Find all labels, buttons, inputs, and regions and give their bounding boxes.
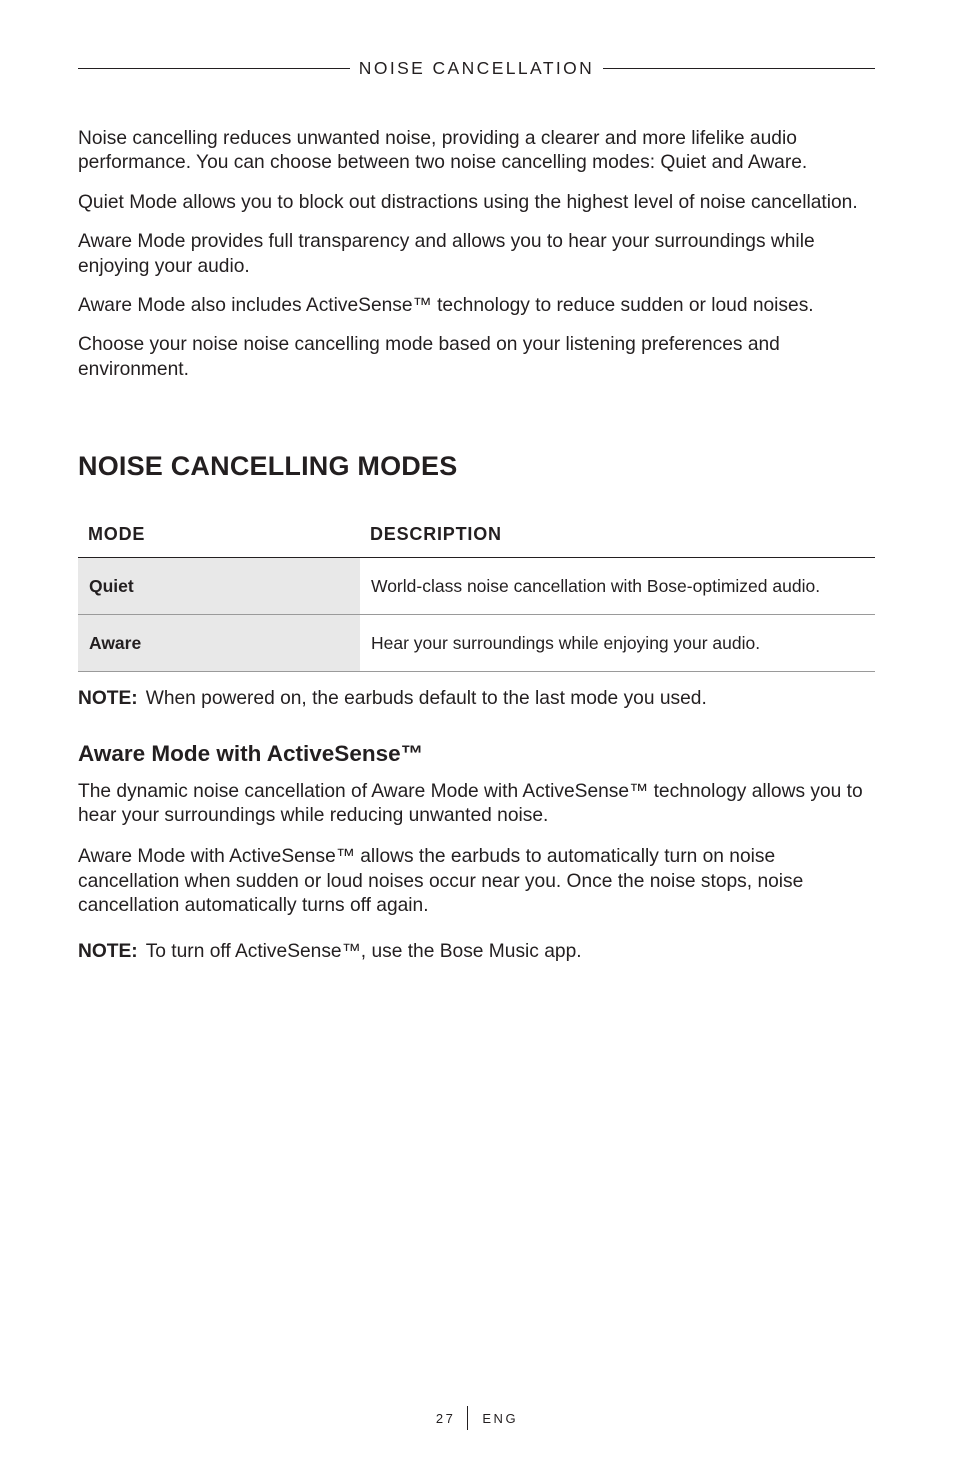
- modes-table: [78, 524, 875, 672]
- subsection-title-activesense: Aware Mode with ActiveSense™: [78, 741, 424, 766]
- intro-text: [78, 127, 878, 397]
- table-row: [78, 558, 875, 615]
- intro-paragraph-4: Aware Mode also includes ActiveSense™ technology to reduce sudden or loud noises.: [78, 295, 814, 317]
- section-title-modes: NOISE CANCELLING MODES: [78, 451, 458, 481]
- mode-description: Hear your surroundings while enjoying your audio.: [360, 615, 875, 672]
- mode-name: Quiet: [78, 558, 360, 615]
- note-text: When powered on, the earbuds default to the last mode you used.: [145, 688, 707, 709]
- footer-separator: [467, 1406, 468, 1430]
- note-text: To turn off ActiveSense™, use the Bose Music app.: [145, 941, 582, 962]
- intro-paragraph-3: Aware Mode provides full transparency and allows you to hear your surroundings while enjoying your audio.: [78, 231, 815, 277]
- header-rule-right: [603, 68, 875, 69]
- intro-paragraph-1: Noise cancelling reduces unwanted noise, providing a clearer and more lifelike audio performance. You can choose between two noise cancelling modes: Quiet and Aware.: [78, 128, 808, 174]
- table-header-row: [78, 524, 875, 558]
- intro-paragraph-2: Quiet Mode allows you to block out distractions using the highest level of noise cancellation.: [78, 191, 858, 213]
- header-rule-left: [78, 68, 350, 69]
- activesense-paragraph-2: Aware Mode with ActiveSense™ allows the earbuds to automatically turn on noise cancellation when sudden or loud noises occur near you. Once the noise stops, noise cancellation automatically turns off again.: [78, 846, 804, 916]
- intro-paragraph-5: Choose your noise noise cancelling mode based on your listening preferences and environment.: [78, 334, 780, 380]
- note-activesense-off: [78, 940, 582, 964]
- mode-name: Aware: [78, 615, 360, 672]
- column-header-description: DESCRIPTION: [360, 524, 875, 558]
- mode-description: World-class noise cancellation with Bose-optimized audio.: [360, 558, 875, 615]
- note-label: NOTE:: [78, 688, 138, 709]
- page-header: [78, 56, 875, 80]
- page-footer: [0, 1406, 954, 1430]
- language-label: ENG: [482, 1410, 519, 1426]
- note-default-mode: [78, 687, 707, 711]
- column-header-mode: MODE: [78, 524, 360, 558]
- header-title: NOISE CANCELLATION: [358, 57, 595, 78]
- note-label: NOTE:: [78, 941, 138, 962]
- activesense-paragraph-1: The dynamic noise cancellation of Aware Mode with ActiveSense™ technology allows you to hear your surroundings while reducing unwanted noise.: [78, 781, 863, 827]
- activesense-text: [78, 780, 878, 935]
- page-number: 27: [435, 1410, 456, 1426]
- table-row: [78, 615, 875, 672]
